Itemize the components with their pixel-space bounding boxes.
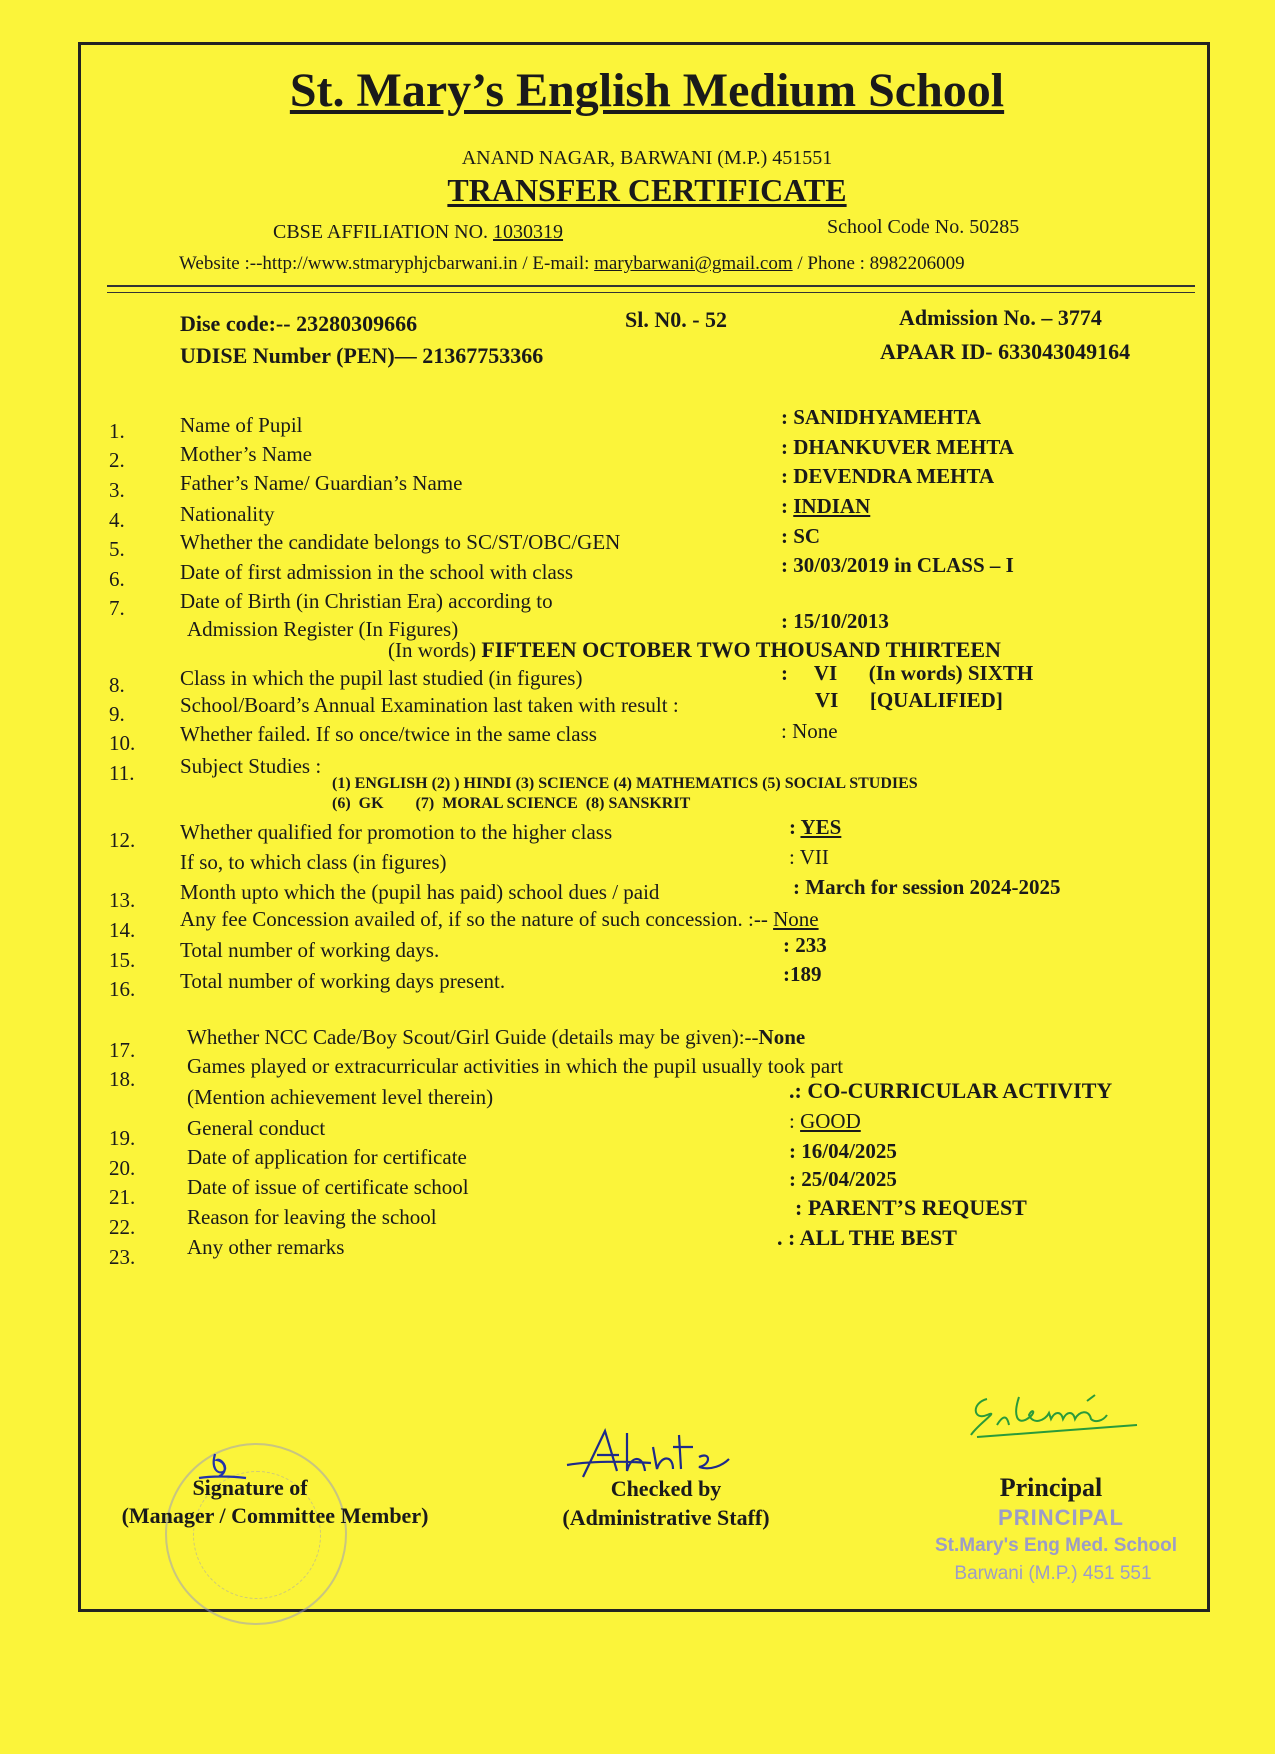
item-number: 23.: [109, 1245, 136, 1269]
manager-signature-label: Signature of: [192, 1475, 308, 1500]
dise-code: Dise code:-- 23280309666: [180, 311, 418, 336]
item-number: 14.: [109, 918, 136, 942]
item-label: Date of issue of certificate school: [187, 1175, 469, 1199]
item-number: 19.: [109, 1126, 136, 1150]
mother-name: : DHANKUVER MEHTA: [781, 435, 1014, 459]
phone: / Phone : 8982206009: [792, 253, 965, 274]
leaving-reason: : PARENT’S REQUEST: [795, 1195, 1027, 1220]
admission-number: Admission No. – 3774: [899, 305, 1102, 330]
item-label: Whether qualified for promotion to the higher class: [180, 820, 613, 844]
website: Website :--http://www.stmaryphjcbarwani.in / E-mail:: [179, 253, 595, 274]
ncc-scout: [187, 1025, 805, 1050]
dob-words: [388, 637, 1001, 663]
certificate-title: TRANSFER CERTIFICATE: [447, 172, 847, 208]
item-number: 12.: [109, 828, 136, 852]
father-name: : DEVENDRA MEHTA: [781, 464, 995, 488]
item-number: 5.: [109, 537, 125, 561]
subjects-line2: (6) GK (7) MORAL SCIENCE (8) SANSKRIT: [332, 795, 691, 812]
item-number: 18.: [109, 1067, 136, 1091]
item-number: 7.: [109, 596, 125, 620]
school-name: St. Mary’s English Medium School: [289, 64, 1005, 117]
remarks: . : ALL THE BEST: [777, 1225, 957, 1250]
ncc-value: None: [758, 1025, 806, 1049]
item-label-line2: Admission Register (In Figures): [187, 617, 459, 641]
serial-number: Sl. N0. - 52: [625, 307, 728, 332]
school-code: School Code No. 50285: [827, 216, 1020, 238]
item-label: Class in which the pupil last studied (in figures): [180, 666, 583, 690]
school-address: ANAND NAGAR, BARWANI (M.P.) 451551: [461, 147, 833, 169]
certificate-frame: [78, 42, 1210, 1612]
affiliation: [273, 221, 563, 244]
item-number: 3.: [109, 478, 125, 502]
header-divider-thin: [107, 292, 1195, 293]
dob-figures: : 15/10/2013: [781, 609, 889, 633]
stamp-school: St.Mary's Eng Med. School: [934, 1535, 1178, 1556]
item-number: 21.: [109, 1185, 136, 1209]
item-number: 11.: [109, 761, 135, 785]
item-label: Reason for leaving the school: [187, 1205, 437, 1229]
value-prefix: :: [781, 494, 794, 518]
working-days: : 233: [783, 933, 827, 957]
item-label: Date of first admission in the school with class: [180, 560, 574, 584]
category: : SC: [781, 524, 821, 548]
item-number: 1.: [109, 419, 125, 443]
item-label: Whether failed. If so once/twice in the same class: [180, 722, 597, 746]
item-label: Games played or extracurricular activities in which the pupil usually took part: [187, 1054, 844, 1078]
days-present: :189: [783, 962, 822, 986]
value-prefix: :: [789, 1109, 801, 1133]
item-number: 6.: [109, 567, 125, 591]
item-label: Total number of working days.: [180, 938, 440, 962]
checked-by-label: Checked by: [610, 1476, 722, 1501]
promotion-status: [789, 815, 841, 840]
exam-result: VI [QUALIFIED]: [815, 688, 1003, 712]
subjects-line1: (1) ENGLISH (2) ) HINDI (3) SCIENCE (4) MATHEMATICS (5) SOCIAL STUDIES: [332, 775, 918, 792]
pupil-name: : SANIDHYAMEHTA: [781, 405, 982, 429]
principal-label: Principal: [999, 1473, 1103, 1502]
item-number: 4.: [109, 508, 125, 532]
item-label: General conduct: [187, 1116, 326, 1140]
conduct: [789, 1109, 861, 1134]
item-label: Total number of working days present.: [180, 969, 506, 993]
item-label: Date of Birth (in Christian Era) according to: [180, 589, 553, 613]
manager-title: (Manager / Committee Member): [121, 1503, 429, 1528]
apaar-id: APAAR ID- 633043049164: [880, 339, 1131, 364]
value-prefix: :: [789, 815, 801, 839]
principal-stamp: PRINCIPAL: [998, 1505, 1124, 1530]
item-label: Mother’s Name: [180, 442, 312, 466]
dob-words-value: FIFTEEN OCTOBER TWO THOUSAND THIRTEEN: [481, 637, 1001, 662]
item-number: 2.: [109, 448, 125, 472]
item-label: Any other remarks: [187, 1235, 345, 1259]
issue-date: : 25/04/2025: [789, 1167, 897, 1191]
affiliation-number: 1030319: [493, 221, 564, 243]
item-label: School/Board’s Annual Examination last taken with result :: [180, 693, 679, 717]
item-number: 20.: [109, 1156, 136, 1180]
item-number: 10.: [109, 731, 136, 755]
nationality-value: INDIAN: [793, 494, 871, 518]
promotion-class: : VII: [789, 845, 829, 869]
principal-signature: [967, 1385, 1147, 1445]
item-label: Whether NCC Cade/Boy Scout/Girl Guide (details may be given):--: [187, 1025, 759, 1049]
fee-concession: [180, 907, 819, 932]
item-label: Nationality: [180, 502, 275, 526]
item-label: Date of application for certificate: [187, 1145, 467, 1169]
last-class: : VI (In words) SIXTH: [781, 661, 1034, 685]
dues-paid: : March for session 2024-2025: [793, 875, 1061, 899]
header-divider: [107, 285, 1195, 287]
checker-title: (Administrative Staff): [562, 1505, 770, 1530]
item-label: Subject Studies :: [180, 754, 322, 778]
item-number: 15.: [109, 948, 136, 972]
nationality: [781, 494, 870, 519]
item-label-line2: If so, to which class (in figures): [180, 850, 447, 874]
udise-number: UDISE Number (PEN)— 21367753366: [180, 343, 544, 368]
item-label: Name of Pupil: [180, 413, 303, 437]
item-number: 9.: [109, 702, 125, 726]
item-number: 8.: [109, 673, 125, 697]
item-number: 13.: [109, 888, 136, 912]
item-number: 17.: [109, 1038, 136, 1062]
affiliation-label: CBSE AFFILIATION NO.: [273, 221, 494, 243]
item-number: 22.: [109, 1215, 136, 1239]
item-label: Whether the candidate belongs to SC/ST/OBC/GEN: [180, 530, 621, 554]
contact-line: [179, 253, 965, 275]
dob-words-label: (In words): [388, 638, 482, 662]
application-date: : 16/04/2025: [789, 1139, 897, 1163]
fee-concession-value: None: [773, 907, 819, 931]
stamp-address: Barwani (M.P.) 451 551: [954, 1563, 1152, 1584]
promotion-value: YES: [800, 815, 842, 839]
email: marybarwani@gmail.com: [594, 253, 793, 274]
item-label: Father’s Name/ Guardian’s Name: [180, 471, 463, 495]
first-admission: : 30/03/2019 in CLASS – I: [781, 553, 1014, 577]
item-label-line2: (Mention achievement level therein): [187, 1085, 494, 1109]
item-number: 16.: [109, 977, 136, 1001]
failed-status: : None: [781, 719, 838, 743]
item-label: Any fee Concession availed of, if so the nature of such concession. :--: [180, 907, 774, 931]
extracurricular: .: CO-CURRICULAR ACTIVITY: [789, 1078, 1113, 1103]
item-label: Month upto which the (pupil has paid) school dues / paid: [180, 880, 660, 904]
conduct-value: GOOD: [800, 1109, 861, 1133]
